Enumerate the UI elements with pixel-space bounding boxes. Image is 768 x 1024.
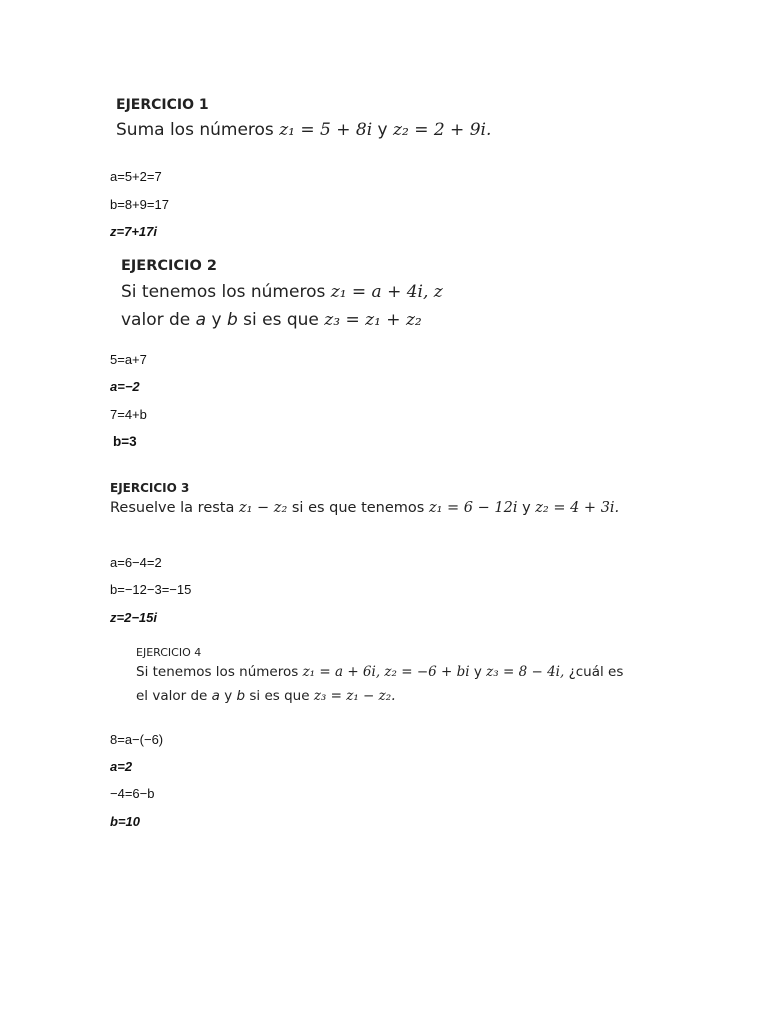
exercise-3-solution-a: a=6−4=2	[110, 555, 162, 570]
exercise-3-difference: z₁ − z₂	[238, 500, 288, 516]
exercise-2-statement-line-2	[121, 310, 422, 330]
exercise-2-text-si: si es que	[237, 310, 325, 330]
exercise-3-z1: z₁ = 6 − 12i	[428, 500, 518, 516]
exercise-1-solution-z: z=7+17i	[110, 224, 157, 239]
exercise-4-text-si: si es que	[245, 688, 314, 704]
exercise-4-z1-z2: z₁ = a + 6i, z₂ = −6 + bi	[302, 664, 470, 680]
exercise-2-solution-eq-a: 5=a+7	[110, 352, 147, 367]
exercise-4-text-question: ¿cuál es	[564, 664, 624, 680]
exercise-4-var-a: a	[211, 688, 220, 704]
exercise-3-text-y: y	[517, 500, 536, 516]
exercise-2-heading: EJERCICIO 2	[121, 258, 217, 274]
exercise-2-solution-a: a=−2	[110, 379, 140, 394]
exercise-2-text: Si tenemos los números	[121, 282, 331, 302]
exercise-4-var-b: b	[236, 688, 246, 704]
exercise-4-heading: EJERCICIO 4	[136, 646, 202, 659]
exercise-3-text: Resuelve la resta	[110, 500, 239, 516]
exercise-2-z1: z₁ = a + 4i, z	[330, 282, 443, 302]
exercise-1-statement	[116, 120, 491, 140]
exercise-4-solution-a: a=2	[110, 759, 133, 774]
exercise-2-statement-line-1	[121, 282, 443, 302]
exercise-2-text-y: y	[206, 310, 227, 330]
exercise-4-statement-line-1	[136, 664, 623, 680]
exercise-2-var-a: a	[195, 310, 207, 330]
exercise-3-heading: EJERCICIO 3	[110, 481, 190, 495]
exercise-1-solution-a: a=5+2=7	[110, 169, 162, 184]
exercise-4-solution-b: b=10	[110, 814, 140, 829]
exercise-2-z3: z₃ = z₁ + z₂	[324, 310, 422, 330]
exercise-4-text-valor: el valor de	[136, 688, 212, 704]
exercise-1-z1: z₁ = 5 + 8i	[279, 120, 373, 140]
exercise-4-solution-eq-b: −4=6−b	[110, 786, 155, 801]
exercise-1-text: Suma los números	[116, 120, 280, 140]
exercise-2-solution-b: b=3	[113, 434, 137, 449]
exercise-3-z2: z₂ = 4 + 3i.	[535, 500, 620, 516]
exercise-4-relation: z₃ = z₁ − z₂.	[313, 688, 396, 704]
exercise-1-text-and: y	[372, 120, 394, 140]
exercise-4-text-y2: y	[219, 688, 237, 704]
exercise-1-z2: z₂ = 2 + 9i.	[393, 120, 492, 140]
exercise-3-solution-b: b=−12−3=−15	[110, 582, 192, 597]
exercise-1-heading: EJERCICIO 1	[116, 97, 209, 113]
exercise-4-text: Si tenemos los números	[136, 664, 303, 680]
exercise-3-text-si: si es que tenemos	[287, 500, 429, 516]
exercise-2-var-b: b	[226, 310, 238, 330]
exercise-4-z3: z₃ = 8 − 4i,	[486, 664, 565, 680]
exercise-4-text-y: y	[469, 664, 487, 680]
exercise-4-solution-eq-a: 8=a−(−6)	[110, 732, 164, 747]
exercise-3-solution-z: z=2−15i	[110, 610, 157, 625]
exercise-3-statement	[110, 500, 619, 516]
exercise-2-solution-eq-b: 7=4+b	[110, 407, 147, 422]
exercise-4-statement-line-2	[136, 688, 395, 704]
exercise-1-solution-b: b=8+9=17	[110, 197, 169, 212]
exercise-2-text-valor: valor de	[121, 310, 196, 330]
